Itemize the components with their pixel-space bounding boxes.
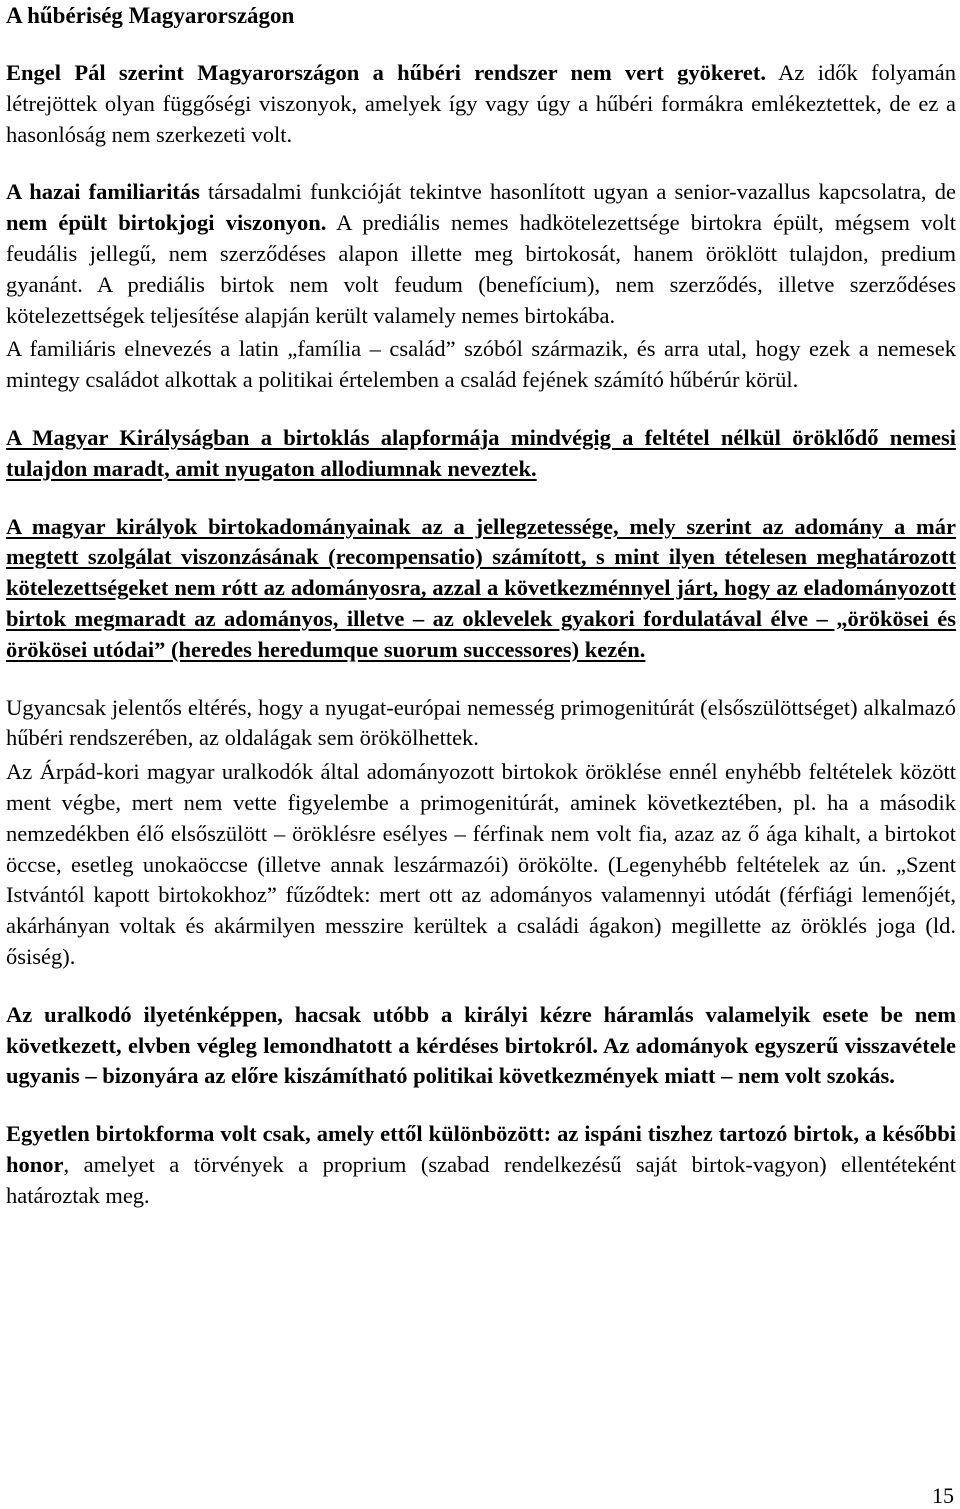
paragraph-honor-bold: Egyetlen birtokforma volt csak, amely ettől különbözött: az ispáni tiszhez tartozó birtok, a későbbi honor — [6, 1121, 956, 1177]
document-title: A hűbériség Magyarországon — [6, 3, 295, 28]
paragraph-uralkodo: Az uralkodó ilyeténképpen, hacsak utóbb a királyi kézre háramlás valamelyik esete be nem következett, elvben végleg lemondhatott a kérdéses birtokról. Az adományok egyszerű visszavétele ugyanis – bizonyára az előre kiszámítható politikai következmények miatt – nem volt szokás. — [6, 1001, 956, 1089]
paragraph-familiaritas-text-1: társadalmi funkcióját tekintve hasonlított ugyan a senior-vazallus kapcsolatra, de — [199, 179, 956, 205]
paragraph-familiaritas — [6, 177, 956, 331]
paragraph-arpad-kori: Az Árpád-kori magyar uralkodók által adományozott birtokok öröklése ennél enyhébb feltételek között ment végbe, mert nem vette figyelembe a primogenitúrát, aminek következtében, pl. ha a második nemzedékben élő elsőszülött – öröklésre esélyes – férfinak nem volt fia, azaz az ő ága kihalt, a birtokot öccse, esetleg unokaöccse (illetve annak leszármazói) örökölte. (Legenyhébb feltételek az ún. „Szent Istvántól kapott birtokokhoz” fűződtek: mert ott az adományos valamennyi utódát (férfiági lemenőjét, akárhányan voltak és akármilyen messzire kerültek a családi ágakon) megillette az öröklés joga (ld. ősiség). — [6, 759, 956, 969]
paragraph-birtokadomany: A magyar királyok birtokadományainak az a jellegzetessége, mely szerint az adomány a már megtett szolgálat viszonzásának (recompensatio) számított, s mint ilyen tételesen meghatározott kötelezettségeket nem rótt az adományosra, azzal a következménnyel járt, hogy az eladományozott birtok megmaradt az adományos, illetve – az oklevelek gyakori fordulatával élve – „örökösei és örökösei utódai” (heredes heredumque suorum successores) kezén. — [6, 513, 956, 662]
paragraph-engel-bold: Engel Pál szerint Magyarországon a hűbéri rendszer nem vert gyökeret. — [6, 60, 767, 85]
paragraph-familiaritas-bold-1: A hazai familiaritás — [6, 179, 200, 205]
paragraph-engel — [6, 58, 956, 150]
paragraph-honor — [6, 1119, 956, 1211]
paragraph-familiaritas-text-2: A prediális nemes hadkötelezettsége birtokra épült, mégsem volt feudális jellegű, nem szerződéses alapon illette meg birtokosát, hanem öröklött tulajdon, predium gyanánt. A prediális birtok nem volt feudum (benefícium), nem szerződés, illetve szerződéses kötelezettségek teljesítése alapján került valamely nemes birtokába. — [6, 210, 956, 328]
paragraph-engel-text: Az idők folyamán létrejöttek olyan függőségi viszonyok, amelyek így vagy úgy a hűbéri formákra emlékeztettek, de ez a hasonlóság nem szerkezeti volt. — [6, 60, 956, 147]
paragraph-familiaritas-bold-2: nem épült birtokjogi viszonyon. — [6, 210, 327, 236]
document-body — [6, 0, 956, 1212]
page-number: 15 — [932, 1483, 954, 1508]
paragraph-familiaris-name: A familiáris elnevezés a latin „família – család” szóból származik, és arra utal, hogy ezek a nemesek mintegy családot alkottak a politikai értelemben a család fejének számító hűbérúr körül. — [6, 336, 956, 393]
paragraph-primogenitura: Ugyancsak jelentős eltérés, hogy a nyugat-európai nemesség primogenitúrát (elsőszülöttséget) alkalmazó hűbéri rendszerében, az oldalágak sem örökölhettek. — [6, 694, 956, 751]
paragraph-allodium: A Magyar Királyságban a birtoklás alapformája mindvégig a feltétel nélkül öröklődő nemesi tulajdon maradt, amit nyugaton allodiumnak neveztek. — [6, 424, 956, 481]
paragraph-honor-text: , amelyet a törvények a proprium (szabad rendelkezésű saját birtok-vagyon) ellentéteként határoztak meg. — [6, 1151, 956, 1208]
